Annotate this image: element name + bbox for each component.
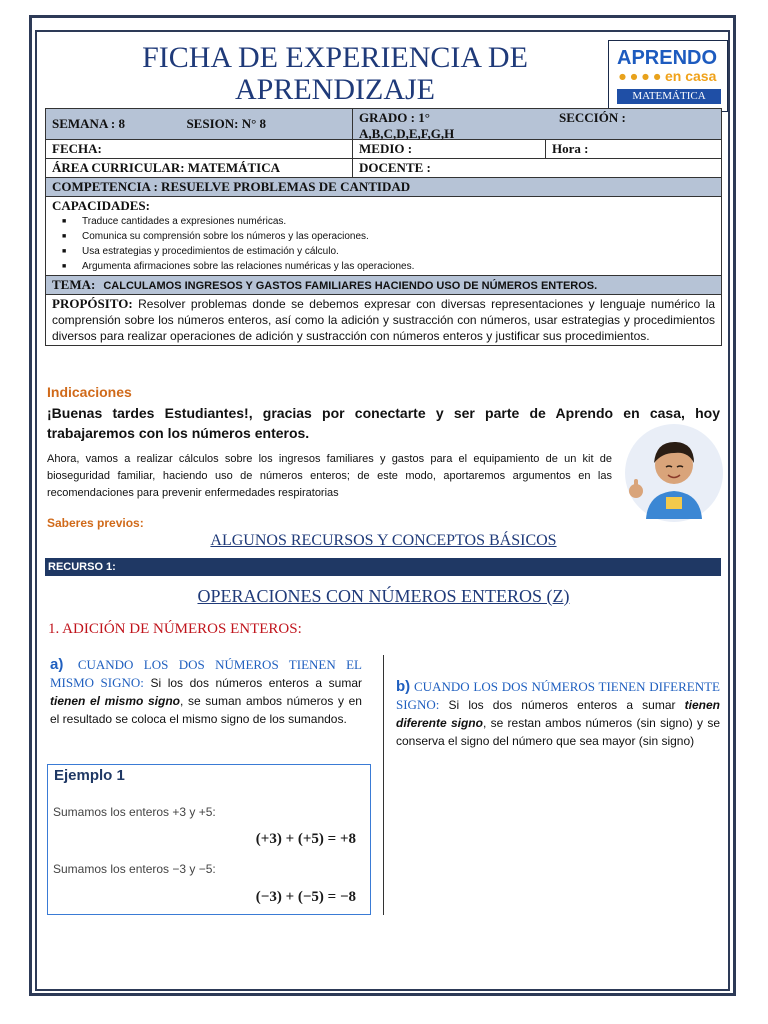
indicaciones-heading: Indicaciones — [47, 384, 132, 400]
column-divider — [383, 655, 384, 915]
hora-cell: Hora : — [546, 140, 722, 159]
case-a-block — [50, 656, 362, 728]
ejemplo-line-1: Sumamos los enteros +3 y +5: — [53, 805, 216, 819]
semana-label: SEMANA : 8 — [52, 116, 125, 131]
semana-sesion-cell — [46, 109, 353, 140]
list-item: ■ Usa estrategias y procedimientos de estimación y cálculo. — [82, 244, 715, 259]
area-cell: ÁREA CURRICULAR: MATEMÁTICA — [46, 159, 353, 178]
competencia-cell: COMPETENCIA : RESUELVE PROBLEMAS DE CANTIDAD — [46, 178, 722, 197]
sesion-label: SESION: N° 8 — [186, 116, 267, 131]
ejemplo-line-2: Sumamos los enteros −3 y −5: — [53, 862, 216, 876]
greeting-text: ¡Buenas tardes Estudiantes!, gracias por conectarte y ser parte de Aprendo en casa, hoy trabajaremos con los números enteros. — [47, 405, 720, 441]
capacidades-cell — [46, 197, 722, 276]
saberes-heading: Saberes previos: — [47, 516, 144, 530]
ejemplo-box — [47, 764, 371, 915]
case-b-text-1: Si los dos números enteros a sumar — [448, 698, 676, 712]
logo-band-matematica: MATEMÁTICA — [617, 89, 721, 104]
grado-secciones: A,B,C,D,E,F,G,H — [359, 126, 455, 141]
grado-label: GRADO : 1° — [359, 110, 430, 125]
grado-seccion-cell — [353, 109, 722, 140]
seccion-label: SECCIÓN : — [559, 110, 626, 125]
logo-dots: ● ● ● ● — [619, 72, 662, 81]
list-item: ■ Comunica su comprensión sobre los números y las operaciones. — [82, 229, 715, 244]
case-b-emphasis: tienen diferente signo — [396, 698, 720, 730]
case-b-text-2: , se restan ambos números (sin signo) y se conserva el signo del número que sea mayor (sin signo) — [396, 716, 720, 748]
tema-text: CALCULAMOS INGRESOS Y GASTOS FAMILIARES HACIENDO USO DE NÚMEROS ENTEROS. — [103, 280, 598, 292]
case-a-text-2: , se suman ambos números y en el resultado se coloca el mismo signo de los sumandos. — [50, 694, 362, 726]
proposito-cell — [46, 295, 722, 346]
list-item: ■ Traduce cantidades a expresiones numéricas. — [82, 214, 715, 229]
case-b-block — [396, 678, 720, 750]
ejemplo-equation-2: (−3) + (−5) = −8 — [255, 889, 356, 905]
case-a-text-1: Si los dos números enteros a sumar — [150, 676, 362, 690]
capacidades-label: CAPACIDADES: — [52, 198, 150, 213]
case-a-label: a) — [50, 656, 64, 673]
ejemplo-equation-1: (+3) + (+5) = +8 — [255, 831, 356, 847]
list-item: ■ Argumenta afirmaciones sobre las relaciones numéricas y las operaciones. — [82, 259, 715, 274]
logo-word-en-casa: en casa — [665, 68, 717, 84]
case-a-emphasis: tienen el mismo signo — [50, 694, 180, 708]
fecha-cell: FECHA: — [46, 140, 353, 159]
aprendo-en-casa-logo — [608, 40, 728, 112]
capacidades-list — [52, 214, 715, 274]
case-b-title: CUANDO LOS DOS NÚMEROS TIENEN DIFERENTE SIGNO: — [396, 679, 720, 712]
student-illustration — [624, 423, 724, 523]
case-a-title: CUANDO LOS DOS NÚMEROS TIENEN EL MISMO SIGNO: — [50, 657, 362, 690]
session-info-table — [45, 108, 722, 346]
operaciones-heading: OPERACIONES CON NÚMEROS ENTEROS (Z) — [197, 586, 570, 606]
tema-cell — [46, 276, 722, 295]
ejemplo-title: Ejemplo 1 — [54, 767, 125, 784]
logo-word-aprendo: APRENDO — [617, 47, 718, 69]
case-b-label: b) — [396, 678, 411, 695]
recurso-bar: RECURSO 1: — [45, 558, 721, 576]
tema-label: TEMA: — [52, 277, 96, 292]
adicion-heading: 1. ADICIÓN DE NÚMEROS ENTEROS: — [48, 621, 302, 637]
proposito-label: PROPÓSITO: — [52, 296, 133, 311]
medio-cell: MEDIO : — [353, 140, 546, 159]
recursos-heading: ALGUNOS RECURSOS Y CONCEPTOS BÁSICOS — [210, 532, 557, 549]
intro-paragraph: Ahora, vamos a realizar cálculos sobre los ingresos familiares y gastos para el equipamiento de un kit de bioseguridad familiar, haciendo uso de números enteros; de este modo, aportaremos argumentos en las recomendaciones para prevenir enfermedades respiratorias — [47, 453, 612, 499]
document-title: FICHA DE EXPERIENCIA DE APRENDIZAJE — [142, 41, 528, 106]
docente-cell: DOCENTE : — [353, 159, 722, 178]
proposito-text: Resolver problemas donde se debemos expresar con diversas representaciones y lenguaje numérico la comprensión sobre los números enteros, así como la adición y sustracción con números, usar estrategias y procedimientos diversos para realizar operaciones de adición y sustracción con números enteros y justificar sus procedimientos. — [52, 297, 715, 343]
